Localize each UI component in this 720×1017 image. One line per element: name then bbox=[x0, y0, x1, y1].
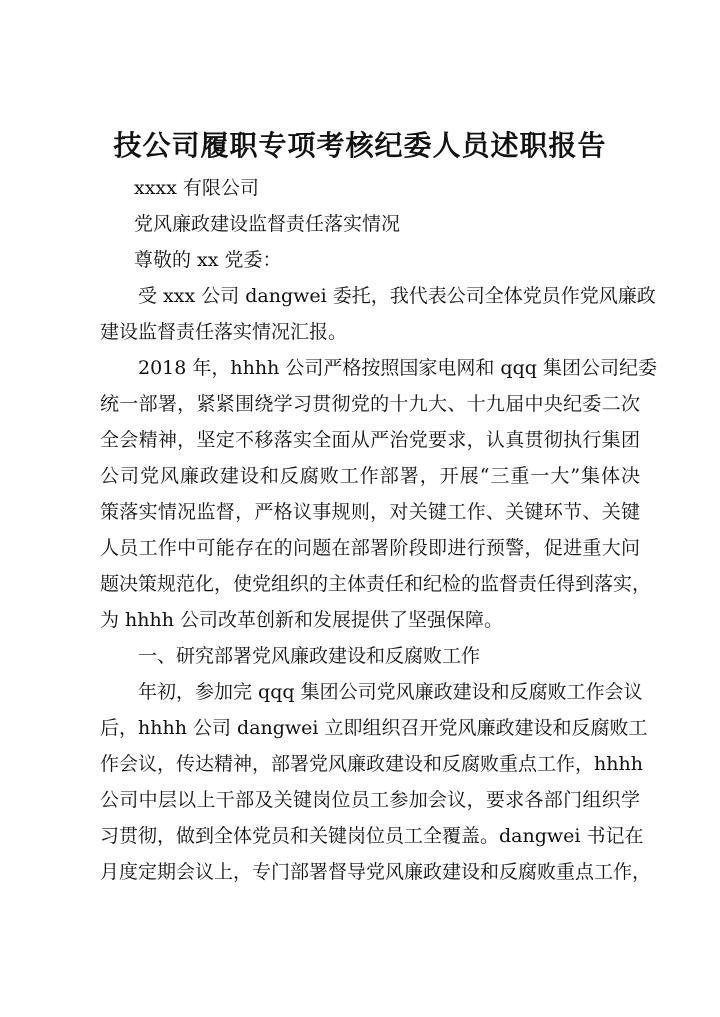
paragraph-line: 公司中层以上干部及关键岗位员工参加会议，要求各部门组织学 bbox=[100, 789, 640, 811]
paragraph-line: 题决策规范化，使党组织的主体责任和纪检的监督责任得到落实， bbox=[100, 573, 652, 595]
paragraph-line: 公司党风廉政建设和反腐败工作部署，开展“三重一大”集体决 bbox=[100, 465, 640, 487]
paragraph-line: 后，hhhh 公司 dangwei 立即组织召开党风廉政建设和反腐败工 bbox=[100, 717, 648, 739]
paragraph-line: 建设监督责任落实情况汇报。 bbox=[100, 321, 348, 343]
paragraph-line: 作会议，传达精神，部署党风廉政建设和反腐败重点工作，hhhh bbox=[100, 753, 643, 775]
paragraph-line: 为 hhhh 公司改革创新和发展提供了坚强保障。 bbox=[100, 609, 504, 631]
section-heading: 一、研究部署党风廉政建设和反腐败工作 bbox=[100, 645, 481, 667]
paragraph-line: 习贯彻，做到全体党员和关键岗位员工全覆盖。dangwei 书记在 bbox=[100, 825, 644, 847]
subtitle: 党风廉政建设监督责任落实情况 bbox=[134, 213, 401, 235]
salutation: 尊敬的 xx 党委： bbox=[134, 249, 282, 271]
company-name: xxxx 有限公司 bbox=[134, 177, 259, 199]
paragraph-line: 人员工作中可能存在的问题在部署阶段即进行预警，促进重大问 bbox=[100, 537, 640, 559]
document-title: 技公司履职专项考核纪委人员述职报告 bbox=[113, 129, 607, 162]
paragraph-line: 全会精神，坚定不移落实全面从严治党要求，认真贯彻执行集团 bbox=[100, 429, 640, 451]
paragraph-line: 受 xxx 公司 dangwei 委托，我代表公司全体党员作党风廉政 bbox=[100, 285, 656, 307]
paragraph-line: 统一部署，紧紧围绕学习贯彻党的十九大、十九届中央纪委二次 bbox=[100, 393, 640, 415]
paragraph-line: 年初，参加完 qqq 集团公司党风廉政建设和反腐败工作会议 bbox=[100, 681, 643, 703]
paragraph-line: 月度定期会议上，专门部署督导党风廉政建设和反腐败重点工作， bbox=[100, 861, 652, 883]
paragraph-line: 策落实情况监督，严格议事规则，对关键工作、关键环节、关键 bbox=[100, 501, 640, 523]
paragraph-line: 2018 年，hhhh 公司严格按照国家电网和 qqq 集团公司纪委 bbox=[100, 357, 657, 379]
